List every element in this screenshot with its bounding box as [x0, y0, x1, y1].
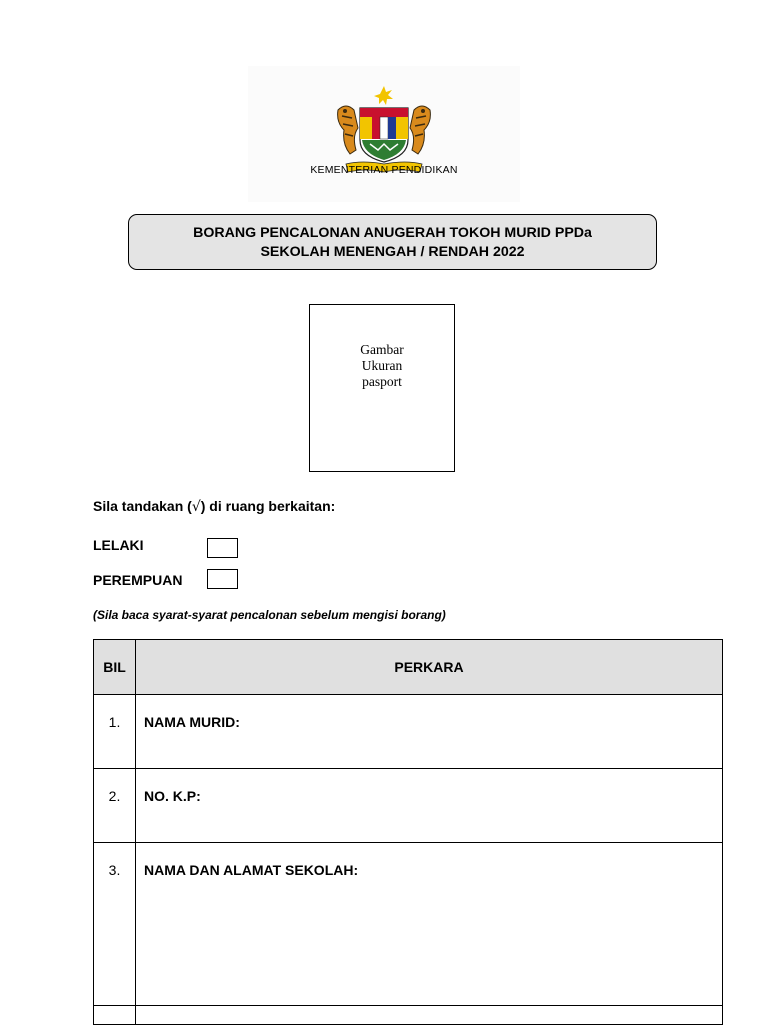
header-bil: BIL	[94, 640, 136, 695]
instruction-before: Sila tandakan (	[93, 498, 192, 514]
passport-photo-box[interactable]	[309, 304, 455, 472]
table-row	[94, 1006, 723, 1025]
tick-instruction	[93, 498, 335, 515]
ic-number-field[interactable]: NO. K.P:	[136, 769, 723, 843]
empty-cell[interactable]	[136, 1006, 723, 1025]
row-number: 2.	[94, 769, 136, 843]
photo-label-line2: Ukuran	[361, 358, 403, 373]
female-label: PEREMPUAN	[93, 572, 183, 588]
instruction-after: ) di ruang berkaitan:	[200, 498, 336, 514]
table-header-row	[94, 640, 723, 695]
male-label: LELAKI	[93, 537, 144, 553]
male-checkbox[interactable]	[207, 538, 238, 558]
form-title-line2: SEKOLAH MENENGAH / RENDAH 2022	[260, 244, 525, 260]
student-name-field[interactable]: NAMA MURID:	[136, 695, 723, 769]
table-row	[94, 843, 723, 1006]
table-row	[94, 695, 723, 769]
ministry-logo	[248, 66, 520, 202]
female-checkbox[interactable]	[207, 569, 238, 589]
header-perkara: PERKARA	[136, 640, 723, 695]
tick-mark-icon: √	[191, 499, 201, 515]
photo-label-line3: pasport	[362, 374, 402, 389]
school-name-address-field[interactable]: NAMA DAN ALAMAT SEKOLAH:	[136, 843, 723, 1006]
photo-label-line1: Gambar	[360, 342, 404, 357]
ministry-name: KEMENTERIAN PENDIDIKAN	[310, 164, 458, 176]
form-title	[128, 214, 657, 270]
nomination-table	[93, 639, 723, 1025]
empty-cell	[94, 1006, 136, 1025]
table-row	[94, 769, 723, 843]
form-title-line1: BORANG PENCALONAN ANUGERAH TOKOH MURID PPDa	[193, 225, 592, 241]
row-number: 3.	[94, 843, 136, 1006]
row-number: 1.	[94, 695, 136, 769]
instruction-note: (Sila baca syarat-syarat pencalonan sebelum mengisi borang)	[93, 608, 446, 622]
